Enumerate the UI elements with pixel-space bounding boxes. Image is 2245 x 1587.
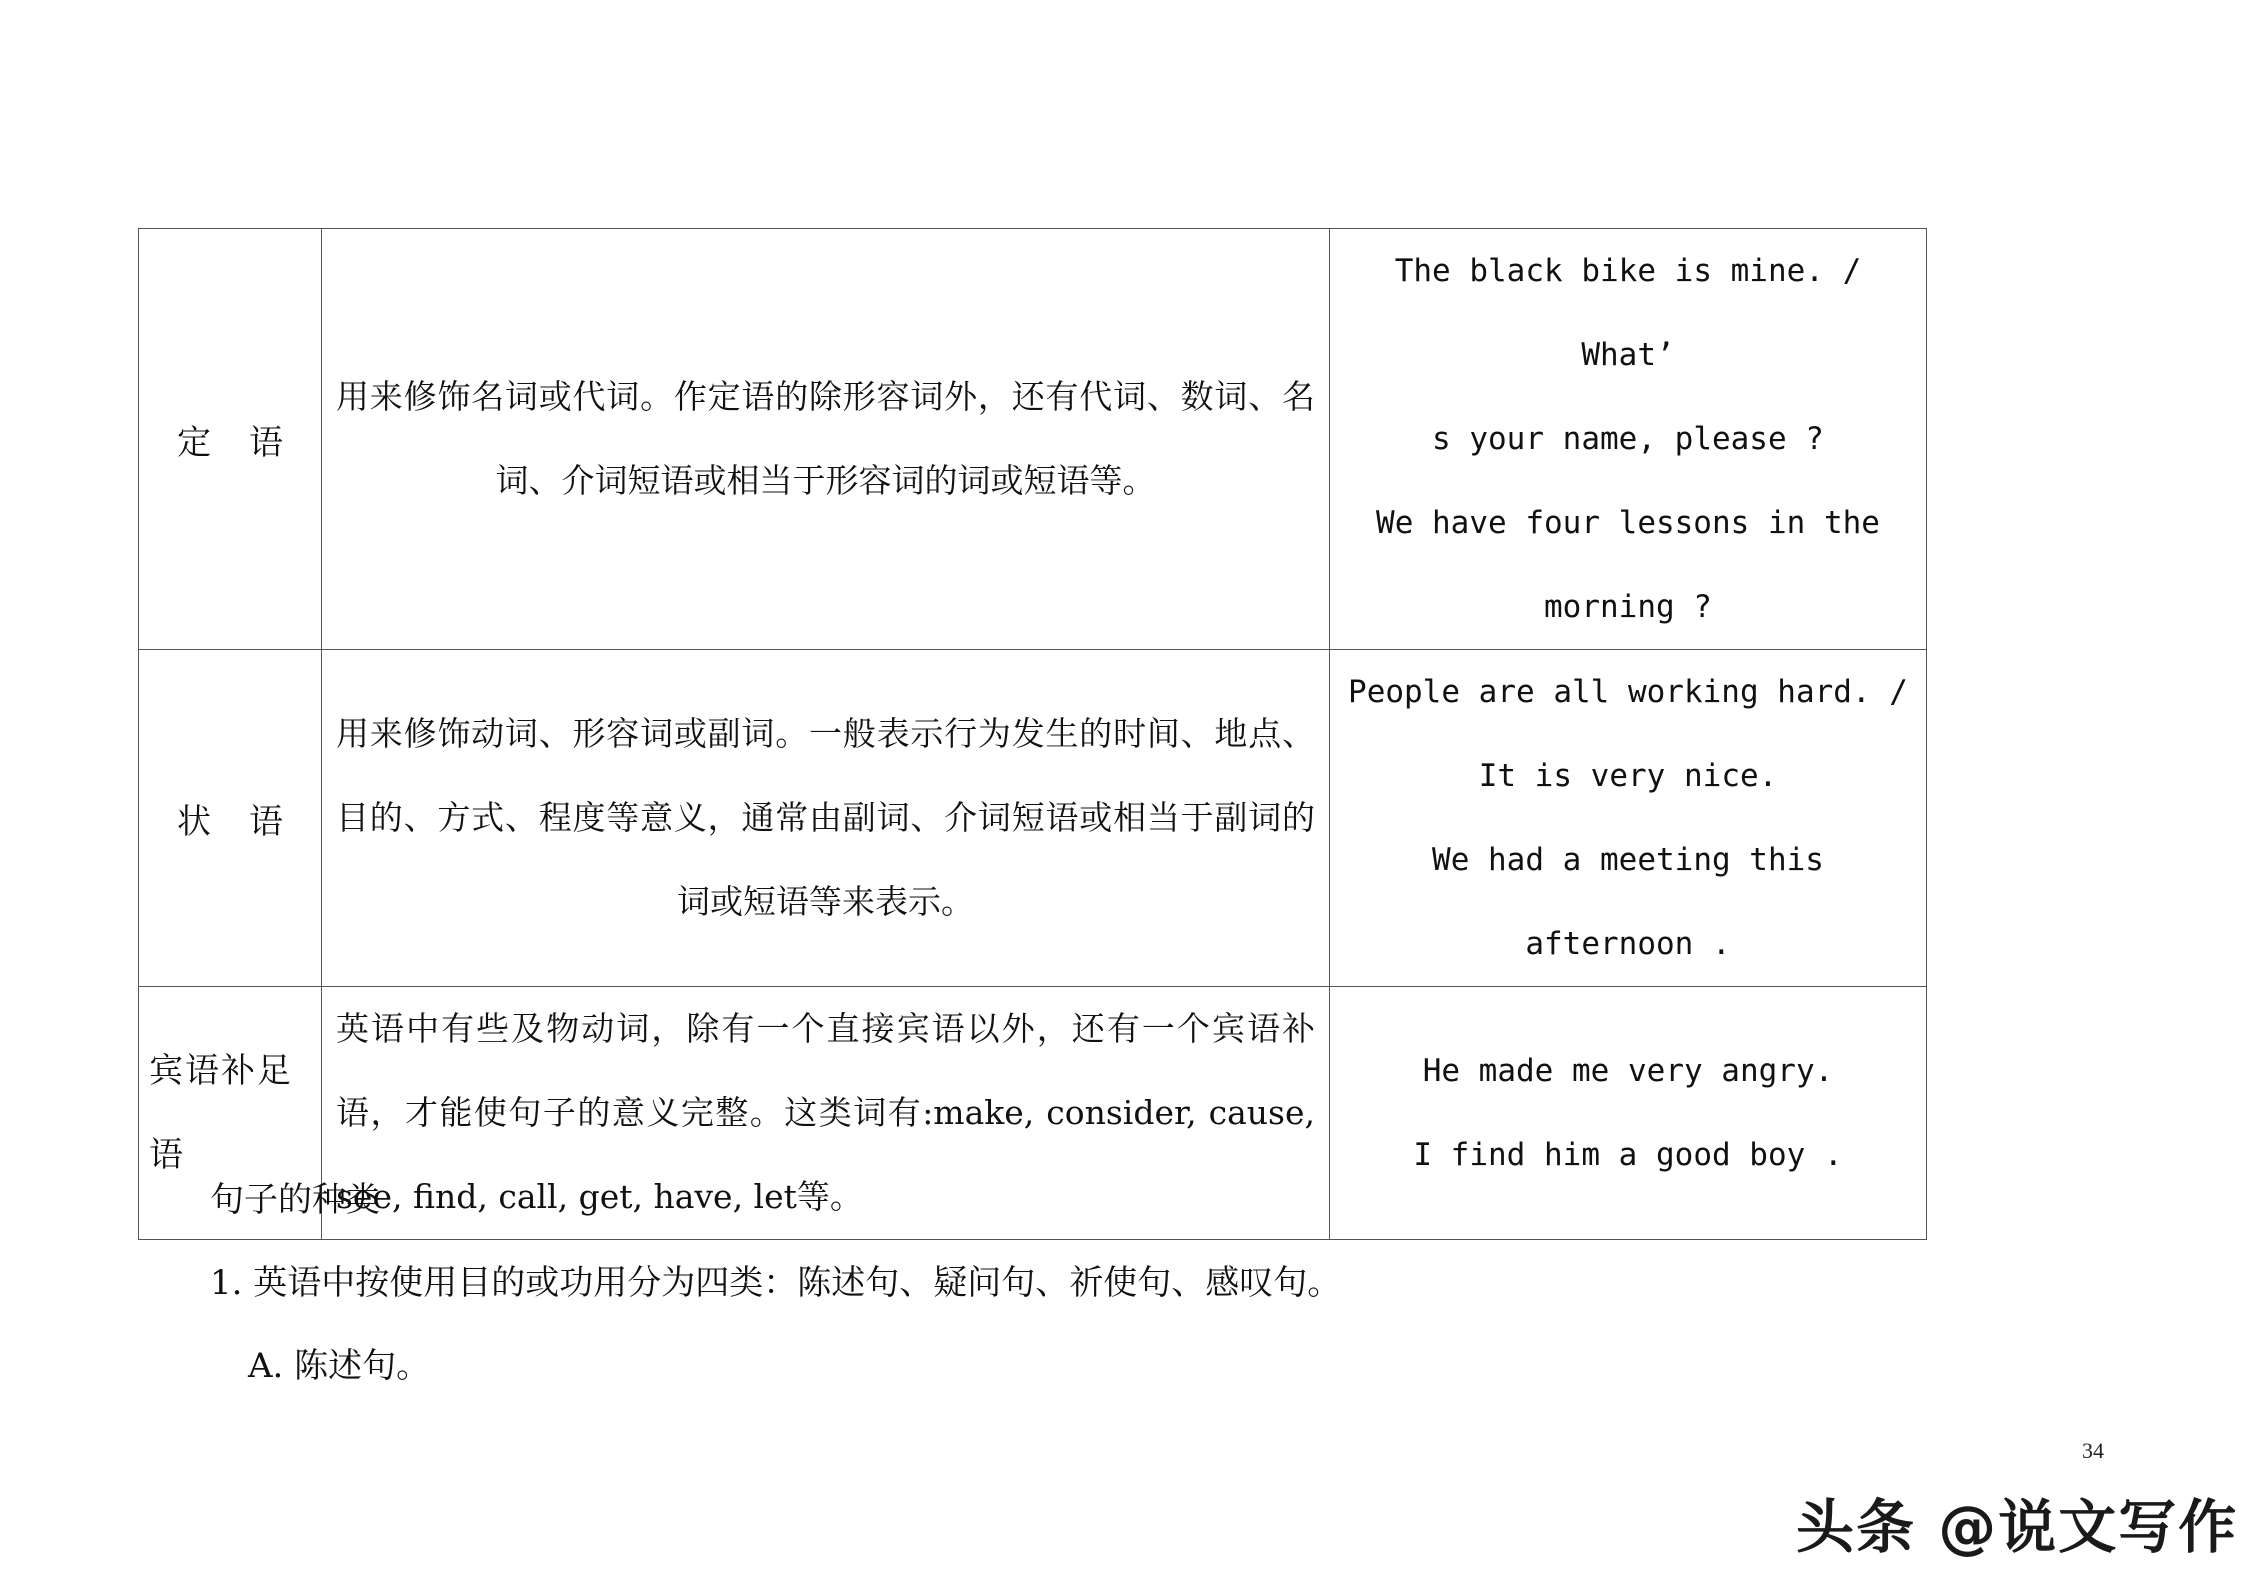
table-row (139, 650, 1927, 987)
example-line: He made me very angry. (1422, 1053, 1834, 1089)
examples-cell (1330, 229, 1927, 650)
description-cell: 用来修饰名词或代词。作定语的除形容词外，还有代词、数词、名词、介词短语或相当于形容词的词或短语等。 (322, 229, 1330, 650)
section-heading: 句子的种类 (210, 1180, 380, 1220)
term-cell: 状语 (139, 650, 322, 987)
grammar-table (138, 228, 1927, 1240)
example-line: We had a meeting this (1432, 842, 1824, 878)
examples-cell (1330, 987, 1927, 1240)
description-cell: 用来修饰动词、形容词或副词。一般表示行为发生的时间、地点、目的、方式、程度等意义，通常由副词、介词短语或相当于副词的词或短语等来表示。 (322, 650, 1330, 987)
example-line: People are all working hard. / (1348, 674, 1908, 710)
list-item: 1. 英语中按使用目的或功用分为四类：陈述句、疑问句、祈使句、感叹句。 (210, 1263, 1342, 1303)
example-line: It is very nice. (1478, 758, 1778, 794)
term-cell: 宾语补足语 (139, 987, 322, 1240)
table-row (139, 229, 1927, 650)
description-cell: 英语中有些及物动词，除有一个直接宾语以外，还有一个宾语补语，才能使句子的意义完整。这类词有:make, consider, cause, see, find, call, get, have, let等。 (322, 987, 1330, 1240)
examples-cell (1330, 650, 1927, 987)
example-line: We have four lessons in the (1376, 505, 1880, 541)
table-row (139, 987, 1927, 1240)
example-line: afternoon . (1525, 926, 1731, 962)
watermark: 头条 @说文写作 (1796, 1493, 2239, 1561)
example-line: I find him a good boy . (1413, 1137, 1843, 1173)
example-line: morning ? (1544, 589, 1712, 625)
example-line: s your name, please ? (1432, 421, 1824, 457)
example-line: The black bike is mine. / What’ (1394, 253, 1862, 373)
list-item: A. 陈述句。 (248, 1346, 431, 1386)
term-cell: 定语 (139, 229, 322, 650)
page-number: 34 (2082, 1438, 2104, 1463)
